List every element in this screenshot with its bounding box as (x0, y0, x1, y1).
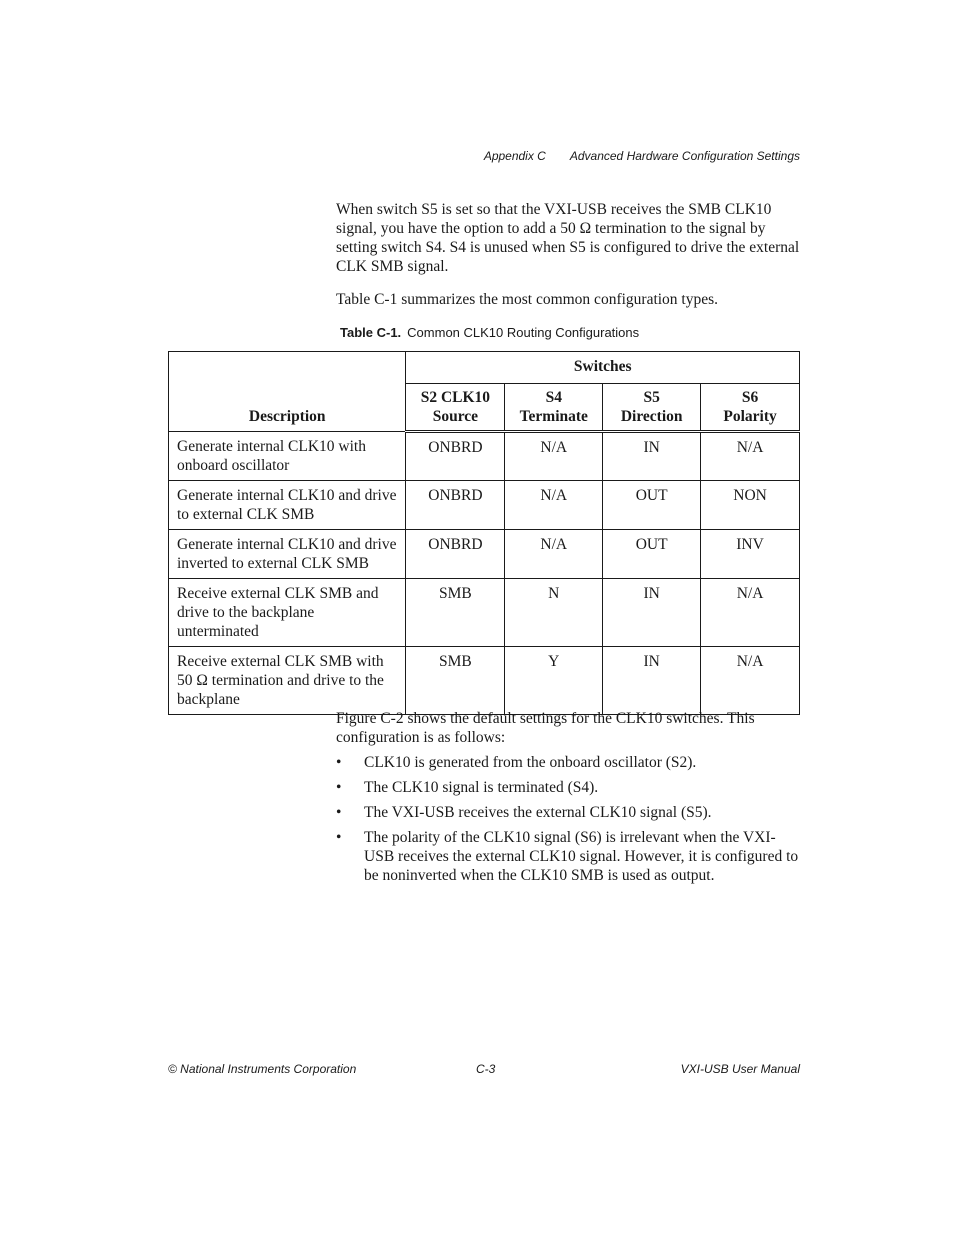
list-item (336, 753, 802, 772)
column-header-polarity (701, 384, 800, 432)
list-item (336, 803, 802, 822)
table-caption (340, 325, 639, 340)
list-item-text: The polarity of the CLK10 signal (S6) is irrelevant when the VXI-USB receives the external CLK10 signal. However, it is configured to be noninverted when the CLK10 SMB is used as output. (364, 829, 799, 884)
intro-paragraph: When switch S5 is set so that the VXI-USB receives the SMB CLK10 signal, you have the option to add a 50 Ω termination to the signal by setting switch S4. S4 is unused when S5 is configured to drive the external CLK SMB signal. (336, 201, 800, 275)
column-header-line: Direction (620, 408, 683, 425)
cell-direction: OUT (603, 530, 701, 579)
column-header-line: Source (432, 408, 479, 425)
column-header-line: Terminate (519, 408, 588, 425)
bullet-mark: • (336, 754, 342, 771)
cell-source: ONBRD (406, 432, 505, 481)
column-header-direction (603, 384, 701, 432)
cell-terminate: N (505, 579, 603, 647)
list-item (336, 778, 802, 797)
summary-paragraph: Table C-1 summarizes the most common configuration types. (336, 291, 719, 308)
description-header: Description (169, 352, 406, 432)
table-caption-text: Common CLK10 Routing Configurations (407, 325, 640, 340)
cell-terminate: N/A (505, 432, 603, 481)
list-item (336, 828, 802, 885)
header-title: Advanced Hardware Configuration Settings (569, 149, 800, 163)
cell-source: ONBRD (406, 481, 505, 530)
cell-source: SMB (406, 647, 505, 715)
cell-source: SMB (406, 579, 505, 647)
footer-page-number: C-3 (476, 1062, 496, 1076)
default-settings-list (336, 753, 802, 891)
table-row (169, 530, 800, 579)
cell-description: Generate internal CLK10 and drive to external CLK SMB (169, 481, 406, 530)
table-row (169, 481, 800, 530)
cell-terminate: N/A (505, 481, 603, 530)
cell-description: Receive external CLK SMB with 50 Ω termination and drive to the backplane (169, 647, 406, 715)
column-header-line: S6 (741, 389, 759, 406)
cell-polarity: N/A (701, 432, 800, 481)
bullet-mark: • (336, 804, 342, 821)
cell-description: Generate internal CLK10 and drive inverted to external CLK SMB (169, 530, 406, 579)
cell-description: Receive external CLK SMB and drive to the backplane unterminated (169, 579, 406, 647)
figure-intro-paragraph: Figure C-2 shows the default settings for the CLK10 switches. This configuration is as follows: (336, 710, 755, 746)
cell-source: ONBRD (406, 530, 505, 579)
config-table (168, 351, 800, 715)
list-item-text: The VXI-USB receives the external CLK10 signal (S5). (364, 804, 712, 821)
cell-direction: IN (603, 579, 701, 647)
header-appendix: Appendix C (483, 149, 546, 163)
table-row (169, 579, 800, 647)
cell-terminate: Y (505, 647, 603, 715)
cell-direction: IN (603, 647, 701, 715)
table-row (169, 647, 800, 715)
cell-terminate: N/A (505, 530, 603, 579)
table-row (169, 432, 800, 481)
cell-polarity: INV (701, 530, 800, 579)
cell-polarity: N/A (701, 579, 800, 647)
list-item-text: The CLK10 signal is terminated (S4). (364, 779, 599, 796)
cell-direction: IN (603, 432, 701, 481)
switches-header: Switches (406, 352, 800, 384)
bullet-mark: • (336, 829, 342, 846)
bullet-mark: • (336, 779, 342, 796)
cell-description: Generate internal CLK10 with onboard oscillator (169, 432, 406, 481)
list-item-text: CLK10 is generated from the onboard oscillator (S2). (364, 754, 697, 771)
cell-polarity: NON (701, 481, 800, 530)
cell-polarity: N/A (701, 647, 800, 715)
footer-copyright: © National Instruments Corporation (168, 1062, 357, 1076)
column-header-source (406, 384, 505, 432)
column-header-line: S4 (545, 389, 562, 406)
column-header-line: S5 (643, 389, 660, 406)
column-header-line: S2 CLK10 (420, 389, 491, 406)
footer-manual-title: VXI-USB User Manual (680, 1062, 800, 1076)
table-caption-label: Table C-1. (340, 325, 402, 340)
running-header (480, 149, 800, 163)
column-header-terminate (505, 384, 603, 432)
column-header-line: Polarity (723, 408, 777, 425)
cell-direction: OUT (603, 481, 701, 530)
